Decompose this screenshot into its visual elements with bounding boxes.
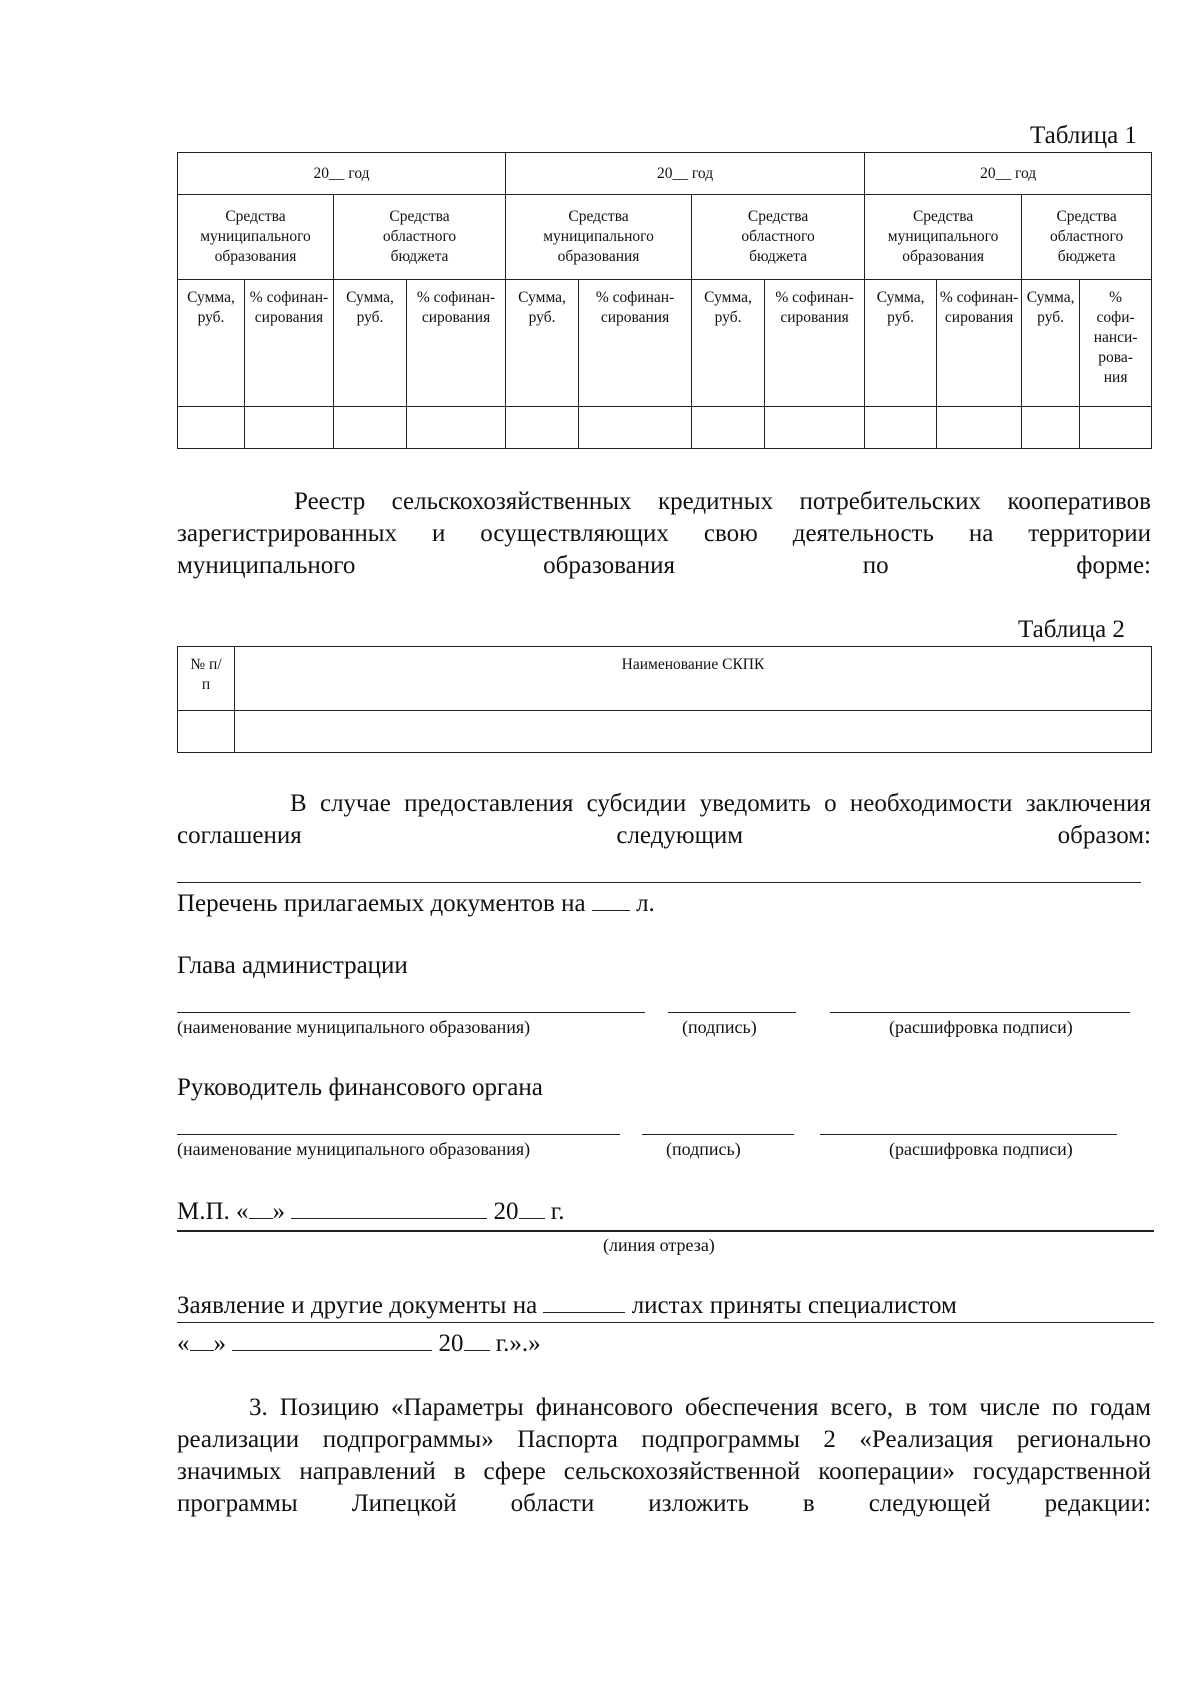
date-close: » <box>213 1330 226 1357</box>
accepted-underline <box>177 1322 1154 1323</box>
table1-group-regional: Средства областного бюджета <box>334 195 506 280</box>
table1-col-pct: % софинан-сирования <box>765 280 865 407</box>
table1-cell <box>692 407 765 449</box>
table1-cell <box>1022 407 1080 449</box>
table1-col-sum: Сумма, руб. <box>692 280 765 407</box>
table1-col-sum: Сумма, руб. <box>506 280 579 407</box>
head-admin-municipality-line[interactable] <box>177 1012 645 1013</box>
table1-cell <box>334 407 407 449</box>
table1-group-regional: Средства областного бюджета <box>692 195 865 280</box>
table1-cell <box>178 407 245 449</box>
head-admin-signature-line[interactable] <box>668 1012 796 1013</box>
finance-head-title: Руководитель финансового органа <box>177 1074 543 1101</box>
table1-year-3: 20__ год <box>865 153 1152 195</box>
date-month-blank[interactable] <box>232 1328 432 1351</box>
table1-group-municipal: Средства муниципального образования <box>506 195 692 280</box>
mp-year: 20 <box>493 1198 519 1225</box>
accepted-line <box>177 1290 957 1320</box>
table1-col-pct: % софинан-сирования <box>579 280 692 407</box>
date-day-blank[interactable] <box>190 1328 214 1351</box>
table1-col-pct-last: % софи-нанси-рова-ния <box>1080 280 1152 407</box>
date-open: « <box>177 1330 190 1357</box>
table1-cell <box>1080 407 1152 449</box>
table1-cell <box>579 407 692 449</box>
finance-head-decryption-line[interactable] <box>820 1134 1117 1135</box>
date-year: 20 <box>438 1330 464 1357</box>
date-suffix: г.».» <box>495 1330 541 1357</box>
registry-paragraph: Реестр сельскохозяйственных кредитных потребительских кооперативов зарегистрированных и осуществляющих свою деятельность на территории муниципального образования по форме: <box>177 488 1151 579</box>
head-admin-decryption-line[interactable] <box>830 1012 1130 1013</box>
mp-year-blank[interactable] <box>519 1196 545 1219</box>
finance-head-municipality-line[interactable] <box>177 1134 620 1135</box>
head-admin-decryption-label: (расшифровка подписи) <box>889 1017 1073 1037</box>
attached-docs-line <box>177 888 655 918</box>
table1-cell <box>937 407 1022 449</box>
cut-line-label: (линия отреза) <box>603 1235 715 1255</box>
table1-col-pct: % софинан-сирования <box>407 280 506 407</box>
table1-col-pct: % софинан-сирования <box>245 280 334 407</box>
table1-year-1: 20__ год <box>178 153 506 195</box>
table1-caption: Таблица 1 <box>1030 122 1137 149</box>
mp-day-blank[interactable] <box>249 1196 273 1219</box>
accepted-suffix: листах приняты специалистом <box>631 1292 957 1319</box>
table1-col-sum: Сумма, руб. <box>1022 280 1080 407</box>
table1-cell <box>407 407 506 449</box>
mp-prefix: М.П. « <box>177 1198 249 1225</box>
table1-group-municipal: Средства муниципального образования <box>865 195 1022 280</box>
mp-suffix: г. <box>550 1198 565 1225</box>
pages-count-blank[interactable] <box>592 888 630 911</box>
mp-mid: » <box>272 1198 286 1225</box>
table1-cell <box>245 407 334 449</box>
mp-month-blank[interactable] <box>291 1196 487 1219</box>
finance-head-decryption-label: (расшифровка подписи) <box>889 1139 1073 1159</box>
mp-date-line <box>177 1196 564 1226</box>
table1-col-sum: Сумма, руб. <box>865 280 937 407</box>
date-year-blank[interactable] <box>464 1328 490 1351</box>
accepted-date-line <box>177 1328 541 1358</box>
table1-col-sum: Сумма, руб. <box>334 280 407 407</box>
table2-caption: Таблица 2 <box>1018 616 1125 643</box>
attached-docs-suffix: л. <box>636 890 655 917</box>
finance-head-signature-label: (подпись) <box>666 1139 741 1159</box>
cut-line <box>177 1230 1154 1232</box>
table2-cell <box>235 711 1152 753</box>
finance-head-municipality-label: (наименование муниципального образования) <box>177 1139 531 1159</box>
table2-col-name: Наименование СКПК <box>235 647 1152 711</box>
accepted-prefix: Заявление и другие документы на <box>177 1292 538 1319</box>
accepted-pages-blank[interactable] <box>543 1290 625 1313</box>
table2 <box>177 646 1152 753</box>
table1-group-municipal: Средства муниципального образования <box>178 195 334 280</box>
table1-col-sum: Сумма, руб. <box>178 280 245 407</box>
head-admin-title: Глава администрации <box>177 952 408 979</box>
table1 <box>177 152 1152 449</box>
table1-cell <box>506 407 579 449</box>
head-admin-municipality-label: (наименование муниципального образования) <box>177 1017 531 1037</box>
table1-group-regional: Средства областного бюджета <box>1022 195 1152 280</box>
table1-year-2: 20__ год <box>506 153 865 195</box>
item3-paragraph: 3. Позицию «Параметры финансового обеспечения всего, в том числе по годам реализации подпрограммы» Паспорта подпрограммы 2 «Реализация регионально значимых направлений в сфере сельскохозяйственной кооперации» государственной программы Липецкой области изложить в следующей редакции: <box>177 1394 1151 1517</box>
table1-cell <box>865 407 937 449</box>
attached-docs-prefix: Перечень прилагаемых документов на <box>177 890 586 917</box>
table1-cell <box>765 407 865 449</box>
notice-fill-line <box>177 882 1141 883</box>
notice-paragraph: В случае предоставления субсидии уведомить о необходимости заключения соглашения следующим образом: <box>177 790 1151 849</box>
table2-cell <box>178 711 235 753</box>
table1-col-pct: % софинан-сирования <box>937 280 1022 407</box>
head-admin-signature-label: (подпись) <box>682 1017 757 1037</box>
table2-col-num: № п/п <box>178 647 235 711</box>
finance-head-signature-line[interactable] <box>642 1134 794 1135</box>
